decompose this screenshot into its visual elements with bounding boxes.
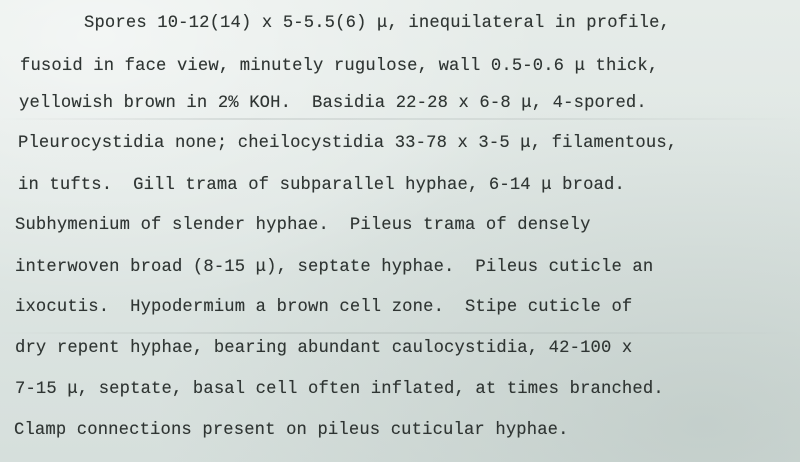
text-line-11: Clamp connections present on pileus cuticular hyphae. [14, 421, 569, 440]
text-line-3: yellowish brown in 2% KOH. Basidia 22-28 x 6-8 μ, 4-spored. [19, 94, 647, 113]
text-line-6: Subhymenium of slender hyphae. Pileus trama of densely [15, 216, 591, 235]
text-line-7: interwoven broad (8-15 μ), septate hyphae. Pileus cuticle an [15, 258, 654, 277]
text-line-8: ixocutis. Hypodermium a brown cell zone. Stipe cuticle of [15, 298, 633, 317]
text-line-2: fusoid in face view, minutely rugulose, wall 0.5-0.6 μ thick, [20, 57, 659, 76]
text-line-10: 7-15 μ, septate, basal cell often inflated, at times branched. [15, 380, 664, 399]
text-line-5: in tufts. Gill trama of subparallel hyphae, 6-14 μ broad. [18, 176, 625, 195]
text-line-4: Pleurocystidia none; cheilocystidia 33-78 x 3-5 μ, filamentous, [18, 134, 678, 153]
text-line-1: Spores 10-12(14) x 5-5.5(6) μ, inequilateral in profile, [84, 14, 670, 33]
text-line-9: dry repent hyphae, bearing abundant caulocystidia, 42-100 x [15, 339, 633, 358]
